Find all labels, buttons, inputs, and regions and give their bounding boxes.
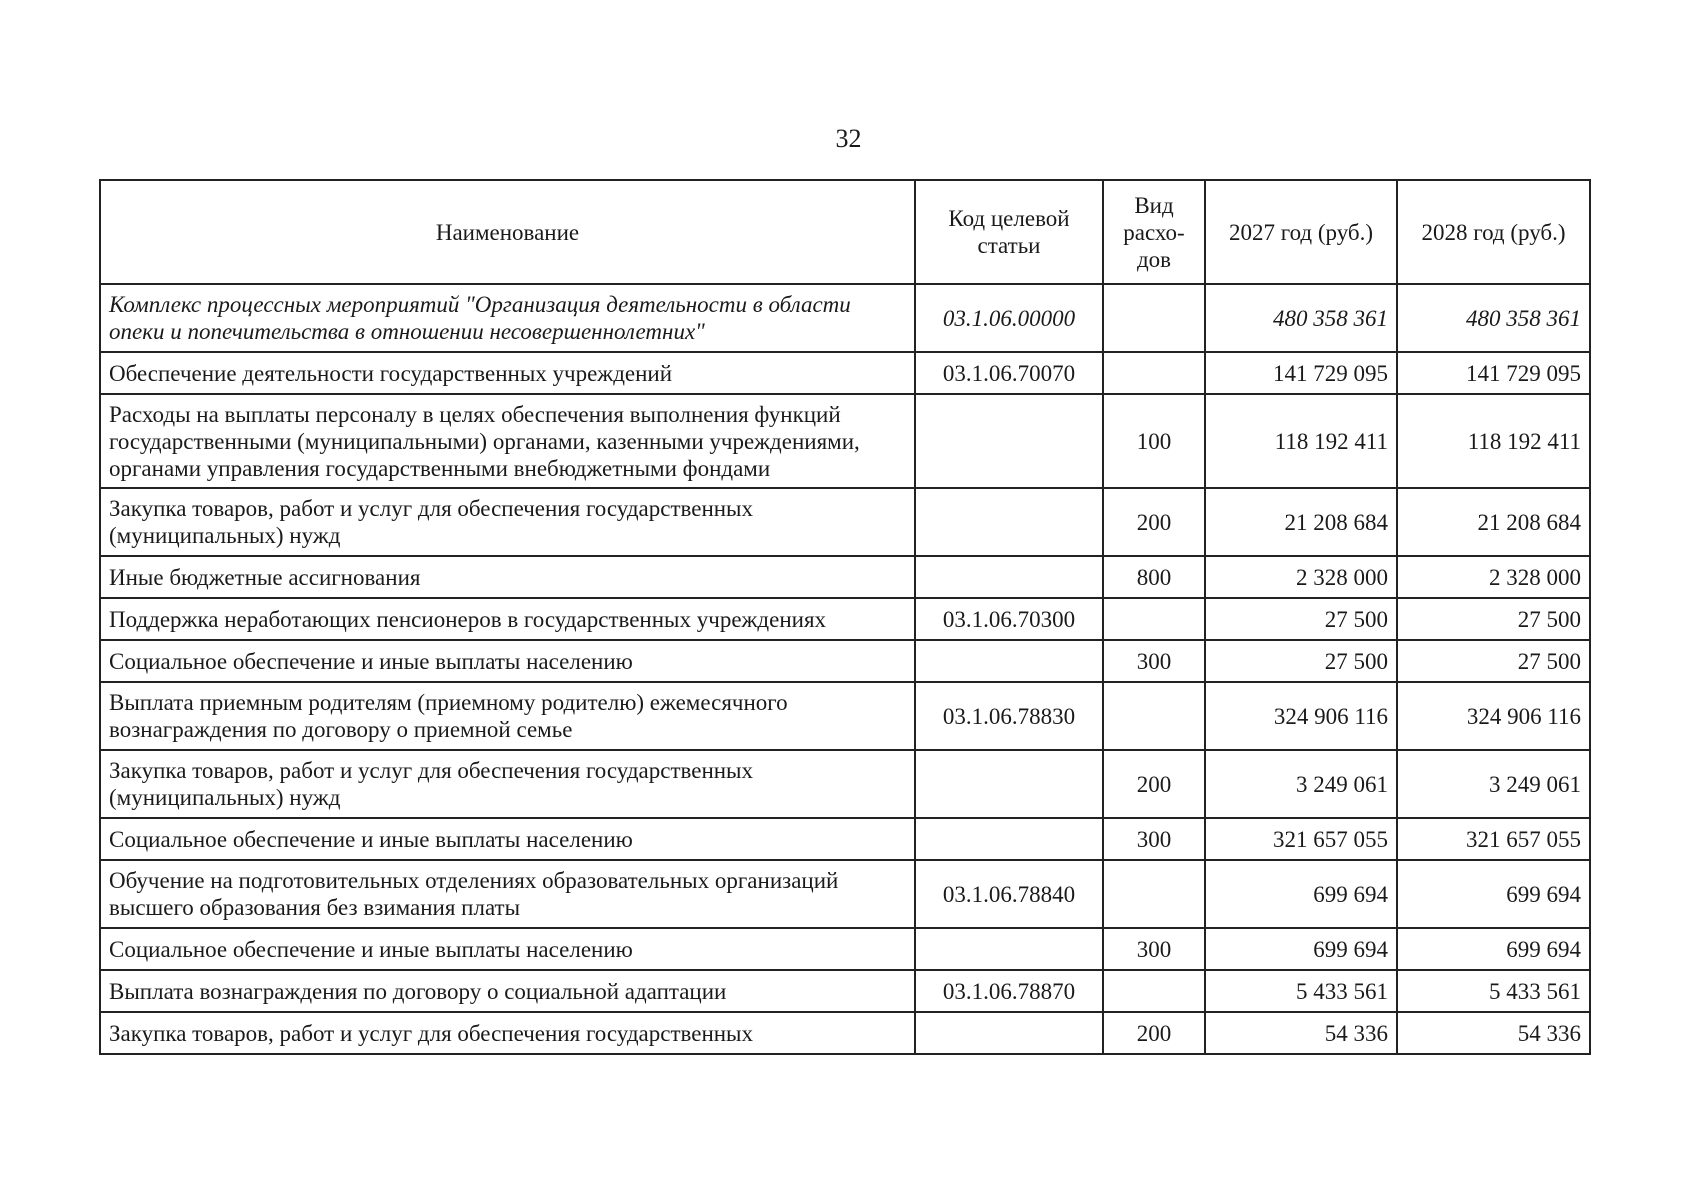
row-kind: 200 [1103,488,1205,556]
header-year-2027: 2027 год (руб.) [1205,180,1397,284]
row-code: 03.1.06.70300 [915,598,1103,640]
table-row [100,1012,1590,1054]
row-kind [1103,598,1205,640]
row-year-2027: 27 500 [1205,640,1397,682]
table-row [100,488,1590,556]
row-kind: 300 [1103,928,1205,970]
row-year-2028: 321 657 055 [1397,818,1590,860]
row-kind: 200 [1103,1012,1205,1054]
row-name: Комплекс процессных мероприятий "Организация деятельности в области опеки и попечительства в отношении несовершеннолетних" [100,284,915,352]
row-year-2028: 27 500 [1397,598,1590,640]
budget-table [99,179,1591,1055]
row-code [915,928,1103,970]
row-year-2027: 480 358 361 [1205,284,1397,352]
row-kind [1103,284,1205,352]
table-row [100,640,1590,682]
row-code: 03.1.06.78830 [915,682,1103,750]
row-name: Выплата приемным родителям (приемному родителю) ежемесячного вознаграждения по договору о приемной семье [100,682,915,750]
row-kind [1103,682,1205,750]
row-year-2028: 27 500 [1397,640,1590,682]
table-row [100,598,1590,640]
table-row [100,818,1590,860]
row-kind [1103,970,1205,1012]
row-code: 03.1.06.00000 [915,284,1103,352]
row-year-2028: 699 694 [1397,928,1590,970]
header-year-2028: 2028 год (руб.) [1397,180,1590,284]
row-year-2027: 27 500 [1205,598,1397,640]
row-kind: 100 [1103,394,1205,488]
row-year-2027: 699 694 [1205,928,1397,970]
page-number: 32 [835,124,862,153]
table-row [100,682,1590,750]
row-year-2027: 2 328 000 [1205,556,1397,598]
row-code [915,556,1103,598]
table-row [100,352,1590,394]
row-year-2027: 321 657 055 [1205,818,1397,860]
row-kind [1103,352,1205,394]
row-name: Социальное обеспечение и иные выплаты населению [100,928,915,970]
row-code [915,640,1103,682]
row-name: Обеспечение деятельности государственных учреждений [100,352,915,394]
row-year-2027: 324 906 116 [1205,682,1397,750]
table-row [100,750,1590,818]
row-year-2027: 699 694 [1205,860,1397,928]
header-kind: Вид расхо- дов [1103,180,1205,284]
row-name: Иные бюджетные ассигнования [100,556,915,598]
table-row [100,284,1590,352]
row-kind: 800 [1103,556,1205,598]
row-year-2027: 54 336 [1205,1012,1397,1054]
row-name: Закупка товаров, работ и услуг для обеспечения государственных [100,1012,915,1054]
row-year-2028: 2 328 000 [1397,556,1590,598]
row-kind: 200 [1103,750,1205,818]
row-name: Социальное обеспечение и иные выплаты населению [100,818,915,860]
row-year-2028: 54 336 [1397,1012,1590,1054]
table-row [100,860,1590,928]
row-year-2028: 141 729 095 [1397,352,1590,394]
row-kind: 300 [1103,818,1205,860]
row-code: 03.1.06.78870 [915,970,1103,1012]
row-year-2027: 21 208 684 [1205,488,1397,556]
row-name: Расходы на выплаты персоналу в целях обеспечения выполнения функций государственными (муниципальными) органами, казенными учреждениями, органами управления государственными внебюджетными фондами [100,394,915,488]
row-year-2028: 21 208 684 [1397,488,1590,556]
row-year-2027: 141 729 095 [1205,352,1397,394]
table-row [100,556,1590,598]
table-body [100,284,1590,1054]
header-code: Код целевой статьи [915,180,1103,284]
row-year-2028: 3 249 061 [1397,750,1590,818]
row-year-2027: 3 249 061 [1205,750,1397,818]
row-year-2028: 5 433 561 [1397,970,1590,1012]
row-code: 03.1.06.70070 [915,352,1103,394]
row-code [915,750,1103,818]
row-code [915,488,1103,556]
row-year-2028: 480 358 361 [1397,284,1590,352]
row-code [915,818,1103,860]
row-name: Поддержка неработающих пенсионеров в государственных учреждениях [100,598,915,640]
row-year-2028: 324 906 116 [1397,682,1590,750]
row-code: 03.1.06.78840 [915,860,1103,928]
row-code [915,394,1103,488]
row-name: Социальное обеспечение и иные выплаты населению [100,640,915,682]
row-year-2027: 5 433 561 [1205,970,1397,1012]
row-kind: 300 [1103,640,1205,682]
row-name: Закупка товаров, работ и услуг для обеспечения государственных (муниципальных) нужд [100,750,915,818]
row-year-2028: 118 192 411 [1397,394,1590,488]
row-year-2028: 699 694 [1397,860,1590,928]
table-row [100,970,1590,1012]
row-year-2027: 118 192 411 [1205,394,1397,488]
row-name: Закупка товаров, работ и услуг для обеспечения государственных (муниципальных) нужд [100,488,915,556]
row-name: Выплата вознаграждения по договору о социальной адаптации [100,970,915,1012]
row-code [915,1012,1103,1054]
row-name: Обучение на подготовительных отделениях образовательных организаций высшего образования без взимания платы [100,860,915,928]
header-name: Наименование [100,180,915,284]
table-row [100,394,1590,488]
table-header-row [100,180,1590,284]
table-row [100,928,1590,970]
row-kind [1103,860,1205,928]
